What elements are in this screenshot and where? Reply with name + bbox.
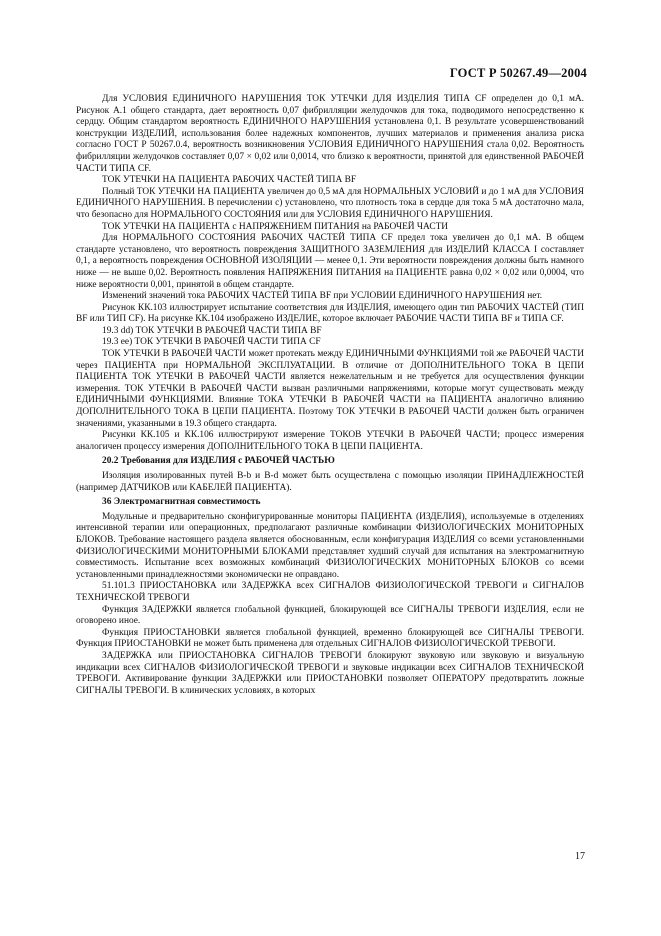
paragraph: Рисунки КК.105 и КК.106 иллюстрируют измерение ТОКОВ УТЕЧКИ В РАБОЧЕЙ ЧАСТИ; процесс измерения аналогичен процессу измерения ДОПОЛНИТЕЛЬНОГО ТОКА В ЦЕПИ ПАЦИЕНТА.	[76, 430, 584, 452]
paragraph: Рисунок КК.103 иллюстрирует испытание соответствия для ИЗДЕЛИЯ, имеющего один тип РАБОЧИХ ЧАСТЕЙ (ТИП BF или ТИП CF). На рисунке КК.104 изображено ИЗДЕЛИЕ, которое включает РАБОЧИЕ ЧАСТИ ТИПА BF и ТИПА CF.	[76, 302, 584, 325]
paragraph: ТОК УТЕЧКИ НА ПАЦИЕНТА РАБОЧИХ ЧАСТЕЙ ТИПА BF	[102, 175, 357, 186]
paragraph: Функция ЗАДЕРЖКИ является глобальной функцией, блокирующей все СИГНАЛЫ ТРЕВОГИ ИЗДЕЛИЯ, если не оговорено иное.	[76, 604, 584, 627]
paragraph: Изоляция изолированных путей В-b и В-d может быть осуществлена с помощью изоляции ПРИНАДЛЕЖНОСТЕЙ (например ДАТЧИКОВ или КАБЕЛЕЙ ПАЦИЕНТА).	[76, 471, 584, 493]
paragraph: Функция ПРИОСТАНОВКИ является глобальной функцией, временно блокирующей все СИГНАЛЫ ТРЕВОГИ. Функция ПРИОСТАНОВКИ не может быть применена для отдельных СИГНАЛОВ ФИЗИОЛОГИЧЕСКОЙ ТРЕВОГИ.	[76, 627, 584, 650]
paragraph: Изменений значений тока РАБОЧИХ ЧАСТЕЙ ТИПА BF при УСЛОВИИ ЕДИНИЧНОГО НАРУШЕНИЯ нет.	[102, 291, 543, 302]
paragraph: 19.3 ее) ТОК УТЕЧКИ В РАБОЧЕЙ ЧАСТИ ТИПА CF	[102, 337, 321, 348]
paragraph: Для НОРМАЛЬНОГО СОСТОЯНИЯ РАБОЧИХ ЧАСТЕЙ ТИПА CF предел тока увеличен до 0,1 мА. В общем стандарте установлено, что вероятность повреждения ЗАЩИТНОГО ЗАЗЕМЛЕНИЯ для ИЗДЕЛИЙ КЛАССА I составляет 0,1, а вероятность повреждения ОСНОВНОЙ ИЗОЛЯЦИИ — менее 0,1. Эти вероятности повреждения должны быть намного ниже — не выше 0,02. Вероятность появления НАПРЯЖЕНИЯ ПИТАНИЯ на ПАЦИЕНТЕ равна 0,02 × 0,02 или 0,0004, что ниже вероятности 0,001, принятой в общем стандарте.	[76, 233, 584, 290]
paragraph: 19.3 dd) ТОК УТЕЧКИ В РАБОЧЕЙ ЧАСТИ ТИПА BF	[102, 325, 322, 336]
document-body	[76, 94, 584, 697]
section-heading: 20.2 Требования для ИЗДЕЛИЯ с РАБОЧЕЙ ЧАСТЬЮ	[102, 456, 335, 467]
paragraph: Для УСЛОВИЯ ЕДИНИЧНОГО НАРУШЕНИЯ ТОК УТЕЧКИ ДЛЯ ИЗДЕЛИЯ ТИПА CF определен до 0,1 мА. Рисунок А.1 общего стандарта, дает вероятность 0,07 фибрилляции желудочков для тока, подводимого непосредственно к сердцу. Общим стандартом вероятность ЕДИНИЧНОГО НАРУШЕНИЯ установлена 0,1. В результате усовершенствований конструкции ИЗДЕЛИЙ, использования более надежных компонентов, лучших материалов и применения анализа риска согласно ГОСТ Р 50267.0.4, вероятность возникновения УСЛОВИЯ ЕДИНИЧНОГО НАРУШЕНИЯ стала 0,02. Вероятность фибрилляции желудочков составляет 0,07 × 0,02 или 0,0014, что близко к вероятности, принятой для единственной РАБОЧЕЙ ЧАСТИ ТИПА CF.	[76, 94, 584, 174]
paragraph: Модульные и предварительно сконфигурированные мониторы ПАЦИЕНТА (ИЗДЕЛИЯ), используемые в отделениях интенсивной терапии или операционных, предполагают различные комбинации ФИЗИОЛОГИЧЕСКИХ МОНИТОРНЫХ БЛОКОВ. Требование настоящего раздела является обоснованным, если конфигурация ИЗДЕЛИЯ со всеми установленными ФИЗИОЛОГИЧЕСКИМИ МОНИТОРНЫМИ БЛОКАМИ представляет худший случай для испытания на электромагнитную совместимость. Испытание всех возможных комбинаций ФИЗИОЛОГИЧЕСКИХ МОНИТОРНЫХ БЛОКОВ со всеми установленными принадлежностями экономически не оправдано.	[76, 511, 584, 580]
paragraph: ТОК УТЕЧКИ В РАБОЧЕЙ ЧАСТИ может протекать между ЕДИНИЧНЫМИ ФУНКЦИЯМИ той же РАБОЧЕЙ ЧАСТИ через ПАЦИЕНТА при НОРМАЛЬНОЙ ЭКСПЛУАТАЦИИ. В отличие от ДОПОЛНИТЕЛЬНОГО ТОКА В ЦЕПИ ПАЦИЕНТА ТОК УТЕЧКИ В РАБОЧЕЙ ЧАСТИ является нежелательным и не требуется для осуществления функции измерения. ТОК УТЕЧКИ В РАБОЧЕЙ ЧАСТИ вызван различными напряжениями, которые могут существовать между ЕДИНИЧНЫМИ ФУНКЦИЯМИ. Влияние ТОКА УТЕЧКИ В РАБОЧЕЙ ЧАСТИ на ПАЦИЕНТА аналогично влиянию ДОПОЛНИТЕЛЬНОГО ТОКА В ЦЕПИ ПАЦИЕНТА. Поэтому ТОК УТЕЧКИ В РАБОЧЕЙ ЧАСТИ должен быть ограничен значениями, указанными в 19.3 общего стандарта.	[76, 349, 584, 429]
paragraph: ТОК УТЕЧКИ НА ПАЦИЕНТА с НАПРЯЖЕНИЕМ ПИТАНИЯ на РАБОЧЕЙ ЧАСТИ	[102, 221, 449, 232]
document-header: ГОСТ Р 50267.49—2004	[449, 66, 587, 80]
paragraph: Полный ТОК УТЕЧКИ НА ПАЦИЕНТА увеличен до 0,5 мА для НОРМАЛЬНЫХ УСЛОВИЙ и до 1 мА для УСЛОВИЯ ЕДИНИЧНОГО НАРУШЕНИЯ. В перечислении с) установлено, что плотность тока в сердце для тока 5 мА достаточно мала, что безопасно для НОРМАЛЬНОГО СОСТОЯНИЯ или для УСЛОВИЯ ЕДИНИЧНОГО НАРУШЕНИЯ.	[76, 186, 584, 220]
page-number: 17	[575, 851, 585, 862]
section-heading: 36 Электромагнитная совместимость	[102, 497, 261, 508]
paragraph: 51.101.3 ПРИОСТАНОВКА или ЗАДЕРЖКА всех СИГНАЛОВ ФИЗИОЛОГИЧЕСКОЙ ТРЕВОГИ и СИГНАЛОВ ТЕХНИЧЕСКОЙ ТРЕВОГИ	[76, 581, 584, 603]
paragraph: ЗАДЕРЖКА или ПРИОСТАНОВКА СИГНАЛОВ ТРЕВОГИ блокируют звуковую или звуковую и визуальную индикации всех СИГНАЛОВ ФИЗИОЛОГИЧЕСКОЙ ТРЕВОГИ и звуковые индикации всех СИГНАЛОВ ТЕХНИЧЕСКОЙ ТРЕВОГИ. Активирование функции ЗАДЕРЖКИ или ПРИОСТАНОВКИ позволяет ОПЕРАТОРУ предотвратить ложные СИГНАЛЫ ТРЕВОГИ. В клинических условиях, в которых	[76, 650, 584, 696]
